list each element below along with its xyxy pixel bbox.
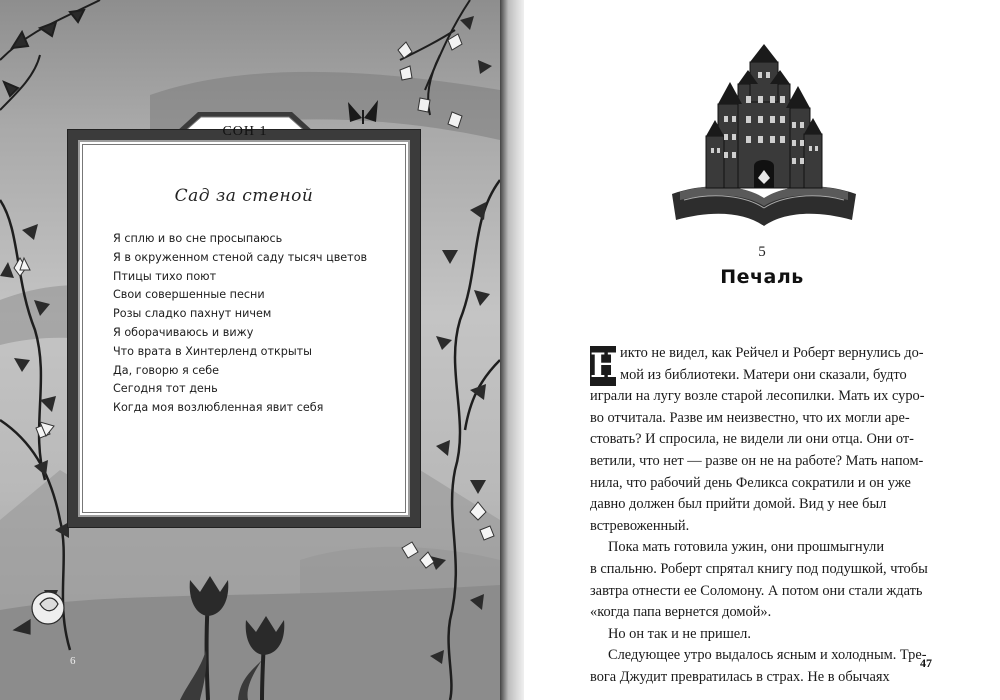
page-number-right: 47 [920, 656, 932, 670]
text-line: мой из библиотеки. Матери они сказали, будто [620, 366, 907, 383]
poem-line: Сегодня тот день [113, 382, 218, 396]
drop-cap: Н [590, 346, 623, 386]
text-line: Следующее утро выдалось ясным и холодным. Тре- [608, 647, 927, 664]
text-line: Пока мать готовила ужин, они прошмыгнули [608, 539, 885, 556]
text-line: «когда папа вернется домой». [590, 604, 772, 621]
chapter-title: Печаль [720, 266, 804, 288]
poem-line: Когда моя возлюбленная явит себя [113, 401, 324, 415]
text-line: в спальню. Роберт спрятал книгу под подушкой, чтобы [590, 560, 928, 577]
text-line: играли на лугу возле старой лесопилки. Мать их суро- [590, 388, 925, 405]
castle-book-illustration [666, 44, 862, 240]
poem-line: Я сплю и во сне просыпаюсь [113, 232, 283, 245]
text-line: нила, что рабочий день Феликса сократили и он уже [590, 474, 911, 491]
text-line: вога Джудит превратилась в страх. Не в обычаях [590, 668, 890, 685]
paragraph [590, 624, 966, 646]
poem-line: Свои совершенные песни [113, 288, 265, 302]
right-page [524, 0, 1000, 700]
book-spine [500, 0, 524, 700]
poem-title: Сад за стеной [174, 186, 314, 206]
chapter-body [590, 343, 966, 689]
poem [113, 230, 413, 418]
text-line: стовать? И спросила, не видели ли они отца. Они от- [590, 431, 914, 448]
poem-line: Я в окруженном стеной саду тысяч цветов [113, 250, 368, 264]
poem-line: Что врата в Хинтерленд открыты [113, 344, 313, 358]
frame-label: СОН 1 [222, 124, 268, 139]
text-line: Но он так и не пришел. [608, 625, 751, 642]
poem-line: Розы сладко пахнут ничем [113, 307, 272, 321]
text-line: давно должен был прийти домой. Вид у нее был [590, 496, 887, 513]
page-number-left: 6 [70, 655, 76, 667]
text-line: икто не видел, как Рейчел и Роберт вернулись до- [620, 345, 924, 361]
paragraph [590, 343, 966, 537]
paragraph [590, 645, 966, 688]
chapter-number: 5 [758, 244, 766, 260]
paragraph [590, 537, 966, 623]
poem-line: Да, говорю я себе [113, 363, 220, 377]
text-line: во отчитала. Разве им неизвестно, что их могли аре- [590, 409, 910, 426]
poem-line: Птицы тихо поют [113, 269, 217, 283]
poem-line: Я оборачиваюсь и вижу [113, 325, 254, 339]
text-line: ветили, что нет — разве он не на работе? Мать напом- [590, 452, 924, 469]
vine-top-left [0, 0, 100, 110]
text-line: завтра отнести ее Соломону. А потом они стали ждать [590, 582, 923, 599]
text-line: встревоженный. [590, 517, 690, 534]
white-flower-left [14, 258, 50, 438]
